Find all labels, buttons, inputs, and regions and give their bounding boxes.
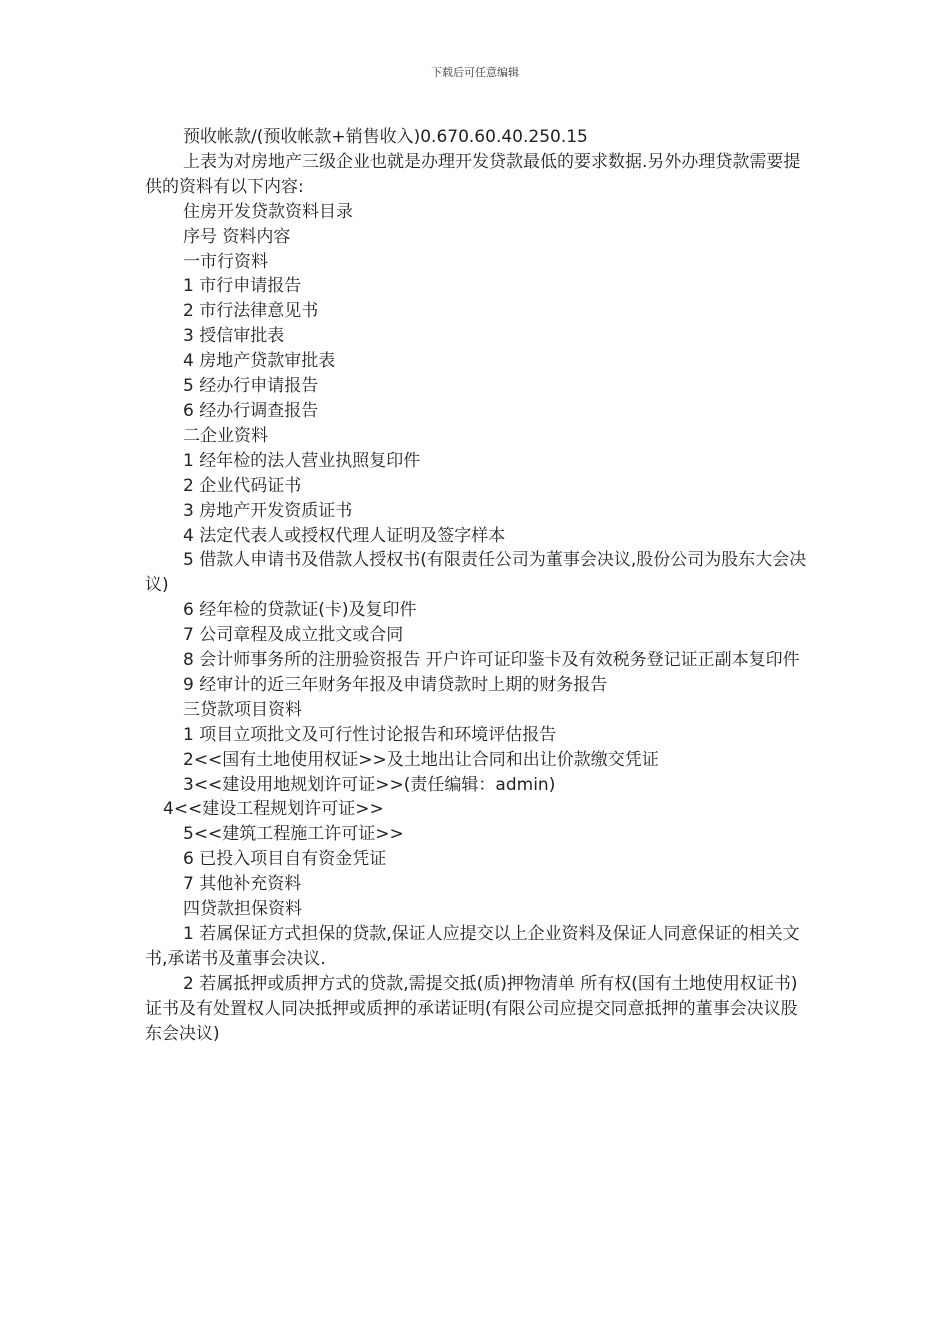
- list-item: 1 项目立项批文及可行性讨论报告和环境评估报告: [183, 724, 557, 745]
- section-heading: 三贷款项目资料: [183, 699, 302, 720]
- list-item: 2 企业代码证书: [183, 475, 302, 496]
- list-item: 4 法定代表人或授权代理人证明及签字样本: [183, 525, 506, 546]
- list-item: 4 房地产贷款审批表: [183, 351, 336, 372]
- list-item: 7 公司章程及成立批文或合同: [183, 625, 404, 646]
- list-item: 6 经办行调查报告: [183, 400, 319, 421]
- list-item: 6 经年检的贷款证(卡)及复印件: [183, 600, 417, 621]
- list-item: 3<<建设用地规划许可证>>(责任编辑：admin): [183, 774, 556, 795]
- paragraph: 预收帐款/(预收帐款+销售收入)0.670.60.40.250.15: [183, 127, 588, 147]
- list-item: 1 经年检的法人营业执照复印件: [183, 450, 421, 471]
- list-item: 1 若属保证方式担保的贷款,保证人应提交以上企业资料及保证人同意保证的相关文书,承诺书及董事会决议.: [145, 924, 800, 969]
- list-item: 2 若属抵押或质押方式的贷款,需提交抵(质)押物清单 所有权(国有土地使用权证书)证书及有处置权人同决抵押或质押的承诺证明(有限公司应提交同意抵押的董事会决议股东会决议): [145, 973, 798, 1044]
- paragraph: 上表为对房地产三级企业也就是办理开发贷款最低的要求数据.另外办理贷款需要提供的资料有以下内容:: [145, 151, 801, 197]
- list-item: 2 市行法律意见书: [183, 301, 319, 322]
- list-item: 4<<建设工程规划许可证>>: [163, 799, 384, 820]
- section-heading: 二企业资料: [183, 425, 268, 446]
- section-heading: 一市行资料: [183, 251, 268, 272]
- document-body: [145, 125, 807, 1047]
- section-heading: 四贷款担保资料: [183, 899, 302, 920]
- list-item: 3 授信审批表: [183, 326, 285, 347]
- list-item: 5 借款人申请书及借款人授权书(有限责任公司为董事会决议,股份公司为股东大会决议): [145, 550, 807, 596]
- list-item: 9 经审计的近三年财务年报及申请贷款时上期的财务报告: [183, 674, 608, 695]
- list-item: 8 会计师事务所的注册验资报告 开户许可证印鉴卡及有效税务登记证正副本复印件: [183, 650, 800, 671]
- paragraph: 序号 资料内容: [183, 226, 291, 247]
- list-item: 1 市行申请报告: [183, 276, 302, 297]
- list-item: 2<<国有土地使用权证>>及土地出让合同和出让价款缴交凭证: [183, 749, 659, 770]
- list-item: 5 经办行申请报告: [183, 376, 319, 397]
- list-item: 3 房地产开发资质证书: [183, 500, 353, 521]
- paragraph: 住房开发贷款资料目录: [183, 201, 353, 222]
- list-item: 6 已投入项目自有资金凭证: [183, 849, 387, 870]
- list-item: 5<<建筑工程施工许可证>>: [183, 824, 404, 845]
- page-header: 下载后可任意编辑: [431, 66, 519, 79]
- list-item: 7 其他补充资料: [183, 874, 302, 895]
